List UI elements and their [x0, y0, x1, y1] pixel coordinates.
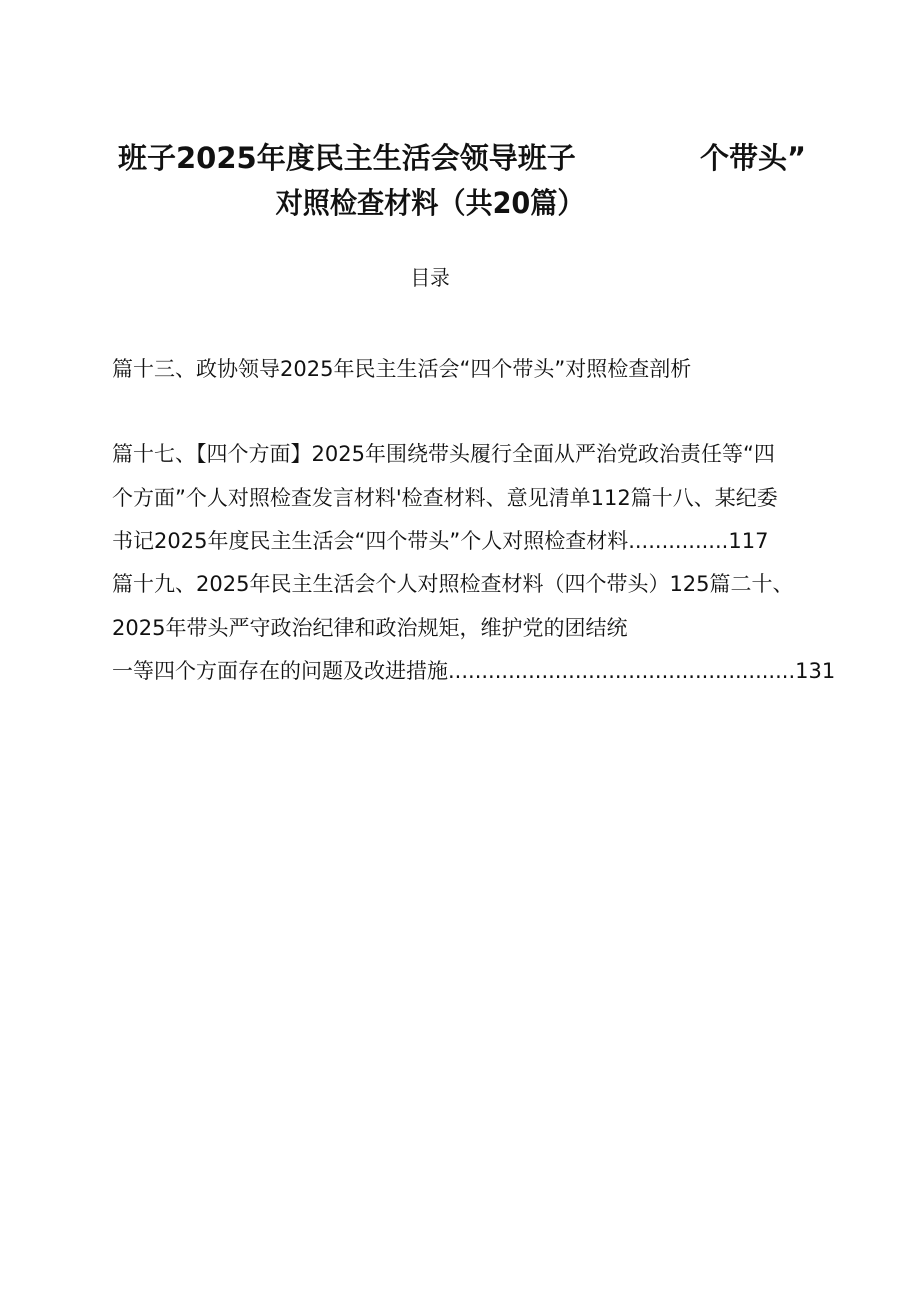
toc-entry-20-text: 一等四个方面存在的问题及改进措施 — [112, 659, 448, 683]
toc-page-number: 131 — [795, 659, 836, 683]
document-title-line-1 — [118, 136, 838, 176]
toc-entry-20-line-1: 2025年带头严守政治纪律和政治规矩，维护党的团结统 — [112, 616, 628, 640]
toc-leader-dots: .................................................... — [448, 659, 796, 683]
toc-entry-20-line-2 — [112, 655, 835, 685]
toc-entry-17-line-1: 篇十七、【四个方面】2025年围绕带头履行全面从严治党政治责任等“四 — [112, 442, 775, 466]
title-part-a: 班子2025年度民主生活会领导班子 — [118, 141, 576, 175]
toc-page-number: 117 — [728, 529, 769, 553]
toc-entry-18-text: 书记2025年度民主生活会“四个带头”个人对照检查材料 — [112, 529, 629, 553]
toc-entry-19-line: 篇十九、2025年民主生活会个人对照检查材料（四个带头）125篇二十、 — [112, 572, 794, 596]
toc-entry-13: 篇十三、政协领导2025年民主生活会“四个带头”对照检查剖析 — [112, 357, 692, 381]
toc-entry-17-line-2: 个方面”个人对照检查发言材料'检查材料、意见清单112篇十八、某纪委 — [112, 486, 778, 510]
document-title-line-2: 对照检查材料（共20篇） — [275, 186, 585, 220]
toc-heading: 目录 — [410, 266, 450, 290]
toc-leader-dots: ............... — [628, 529, 729, 553]
title-part-b: 个带头” — [700, 141, 807, 175]
toc-entry-18-line — [112, 525, 768, 555]
